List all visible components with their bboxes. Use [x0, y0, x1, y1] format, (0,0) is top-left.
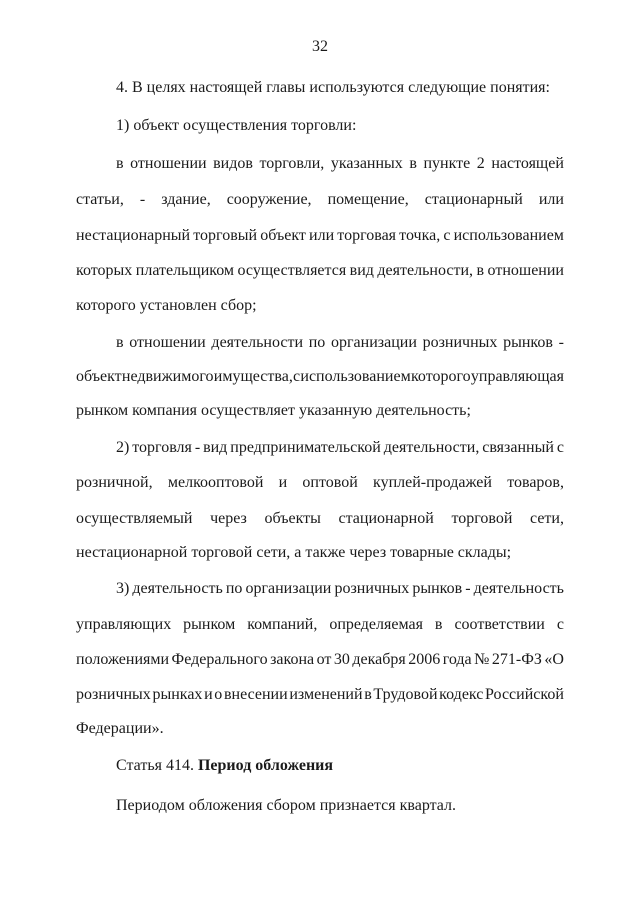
word: внесении — [223, 686, 288, 703]
word: торговли, — [259, 155, 325, 172]
word: управляющая — [470, 368, 564, 385]
word: объект — [76, 368, 122, 385]
item-2-line-4: нестационарной торговой сети, а также через товарные склады; — [76, 544, 512, 561]
word: 3) — [116, 580, 130, 597]
word: соответствии — [454, 616, 545, 633]
word: 271-ФЗ — [491, 651, 542, 668]
word: статьи, — [76, 191, 124, 208]
word: и — [204, 686, 213, 703]
word: декабря — [352, 651, 406, 668]
word: Российской — [485, 686, 564, 703]
word: закона — [270, 651, 315, 668]
word: использованием — [453, 227, 564, 244]
word: товаров, — [507, 474, 564, 491]
word: Федерального — [171, 651, 268, 668]
word: в — [116, 334, 124, 351]
word: вид — [203, 439, 228, 456]
word: с — [556, 616, 564, 633]
word: 2 — [476, 155, 485, 172]
word: управляющих — [76, 616, 172, 633]
word: - — [139, 191, 146, 208]
word: сети, — [530, 510, 564, 527]
word: розничных — [422, 334, 498, 351]
word: 2006 — [408, 651, 441, 668]
word: розничной, — [76, 474, 153, 491]
word: отношении — [487, 262, 564, 279]
word: - — [558, 334, 564, 351]
word: о — [214, 686, 223, 703]
word: организации — [330, 334, 417, 351]
word: плательщиком — [135, 262, 235, 279]
word: Трудовой — [373, 686, 438, 703]
article-heading — [116, 755, 564, 777]
word: 30 — [333, 651, 350, 668]
item-3-line-5: Федерации». — [76, 720, 164, 737]
word: отношении — [129, 334, 206, 351]
article-number: Статья 414. — [116, 757, 194, 774]
word: здание, — [161, 191, 211, 208]
item-1b-line-3: рынком компания осуществляет указанную деятельность; — [76, 402, 471, 419]
item-3-line-3 — [76, 649, 564, 671]
word: в — [116, 155, 124, 172]
word: вид — [349, 262, 374, 279]
word: деятельности — [211, 334, 304, 351]
item-1-heading: 1) объект осуществления торговли: — [116, 117, 357, 134]
word: осуществляется — [237, 262, 347, 279]
word: недвижимого — [121, 368, 214, 385]
word: предпринимательской — [230, 439, 381, 456]
item-2-line-1 — [116, 437, 564, 459]
word: деятельность — [473, 580, 564, 597]
word: от — [316, 651, 332, 668]
word: компаний, — [247, 616, 318, 633]
word: использованием — [300, 368, 411, 385]
page-number: 32 — [312, 38, 328, 55]
word: мелкооптовой — [167, 474, 264, 491]
item-3-line-1 — [116, 578, 564, 600]
word: помещение, — [327, 191, 409, 208]
word: определяемая — [329, 616, 423, 633]
item-1-line-4 — [76, 260, 564, 282]
word: изменений — [289, 686, 363, 703]
word: рынком — [183, 616, 236, 633]
word: рынках — [152, 686, 203, 703]
item-2-line-3 — [76, 508, 564, 530]
word: деятельности, — [383, 439, 480, 456]
word: с — [556, 439, 564, 456]
word: розничных — [334, 580, 410, 597]
item-3-line-4 — [76, 684, 564, 706]
word: торговый — [193, 227, 258, 244]
word: положениями — [76, 651, 170, 668]
word: нестационарный — [76, 227, 191, 244]
word: рынков — [503, 334, 553, 351]
item-1-line-3 — [76, 225, 564, 247]
word: имущества, — [213, 368, 293, 385]
word: стационарный — [424, 191, 523, 208]
word: отношении — [130, 155, 207, 172]
word: 2) — [116, 439, 130, 456]
word: или — [538, 191, 564, 208]
word: года — [442, 651, 472, 668]
word: в — [434, 616, 443, 633]
word: - — [194, 439, 201, 456]
word: торговля — [132, 439, 192, 456]
word: осуществляемый — [76, 510, 193, 527]
item-1-line-5: которого установлен сбор; — [76, 297, 257, 314]
word: настоящей — [491, 155, 564, 172]
item-1b-line-2 — [76, 366, 564, 388]
word: стационарной — [338, 510, 434, 527]
word: деятельность — [132, 580, 223, 597]
word: «О — [544, 651, 564, 668]
word: кодекс — [439, 686, 484, 703]
word: - — [465, 580, 471, 597]
word: которого — [410, 368, 471, 385]
word: с — [293, 368, 301, 385]
word: № — [474, 651, 490, 668]
word: организации — [245, 580, 332, 597]
article-body: Периодом обложения сбором признается квартал. — [116, 797, 457, 814]
paragraph-intro: 4. В целях настоящей главы используются следующие понятия: — [116, 79, 550, 96]
item-1b-line-1 — [116, 332, 564, 354]
word: пункте — [423, 155, 471, 172]
word: объекты — [264, 510, 321, 527]
word: видов — [213, 155, 253, 172]
word: по — [308, 334, 326, 351]
item-1-line-2 — [76, 189, 564, 211]
word: оптовой — [302, 474, 358, 491]
word: по — [225, 580, 243, 597]
word: деятельности, — [377, 262, 473, 279]
word: в — [476, 262, 485, 279]
word: в — [409, 155, 417, 172]
word: связанный — [482, 439, 554, 456]
word: объект — [260, 227, 306, 244]
item-3-line-2 — [76, 614, 564, 636]
word: рынков — [412, 580, 463, 597]
word: которых — [76, 262, 133, 279]
word: розничных — [76, 686, 151, 703]
word: точка, — [399, 227, 441, 244]
word: через — [210, 510, 247, 527]
word: в — [364, 686, 372, 703]
article-title: Период обложения — [197, 757, 334, 774]
item-2-line-2 — [76, 472, 564, 494]
word: указанных — [330, 155, 403, 172]
word: торговая — [337, 227, 397, 244]
word: с — [443, 227, 451, 244]
word: и — [278, 474, 288, 491]
word: сооружение, — [226, 191, 312, 208]
item-1-line-1 — [116, 153, 564, 175]
word: или — [309, 227, 335, 244]
word: куплей-продажей — [373, 474, 492, 491]
word: торговой — [451, 510, 513, 527]
